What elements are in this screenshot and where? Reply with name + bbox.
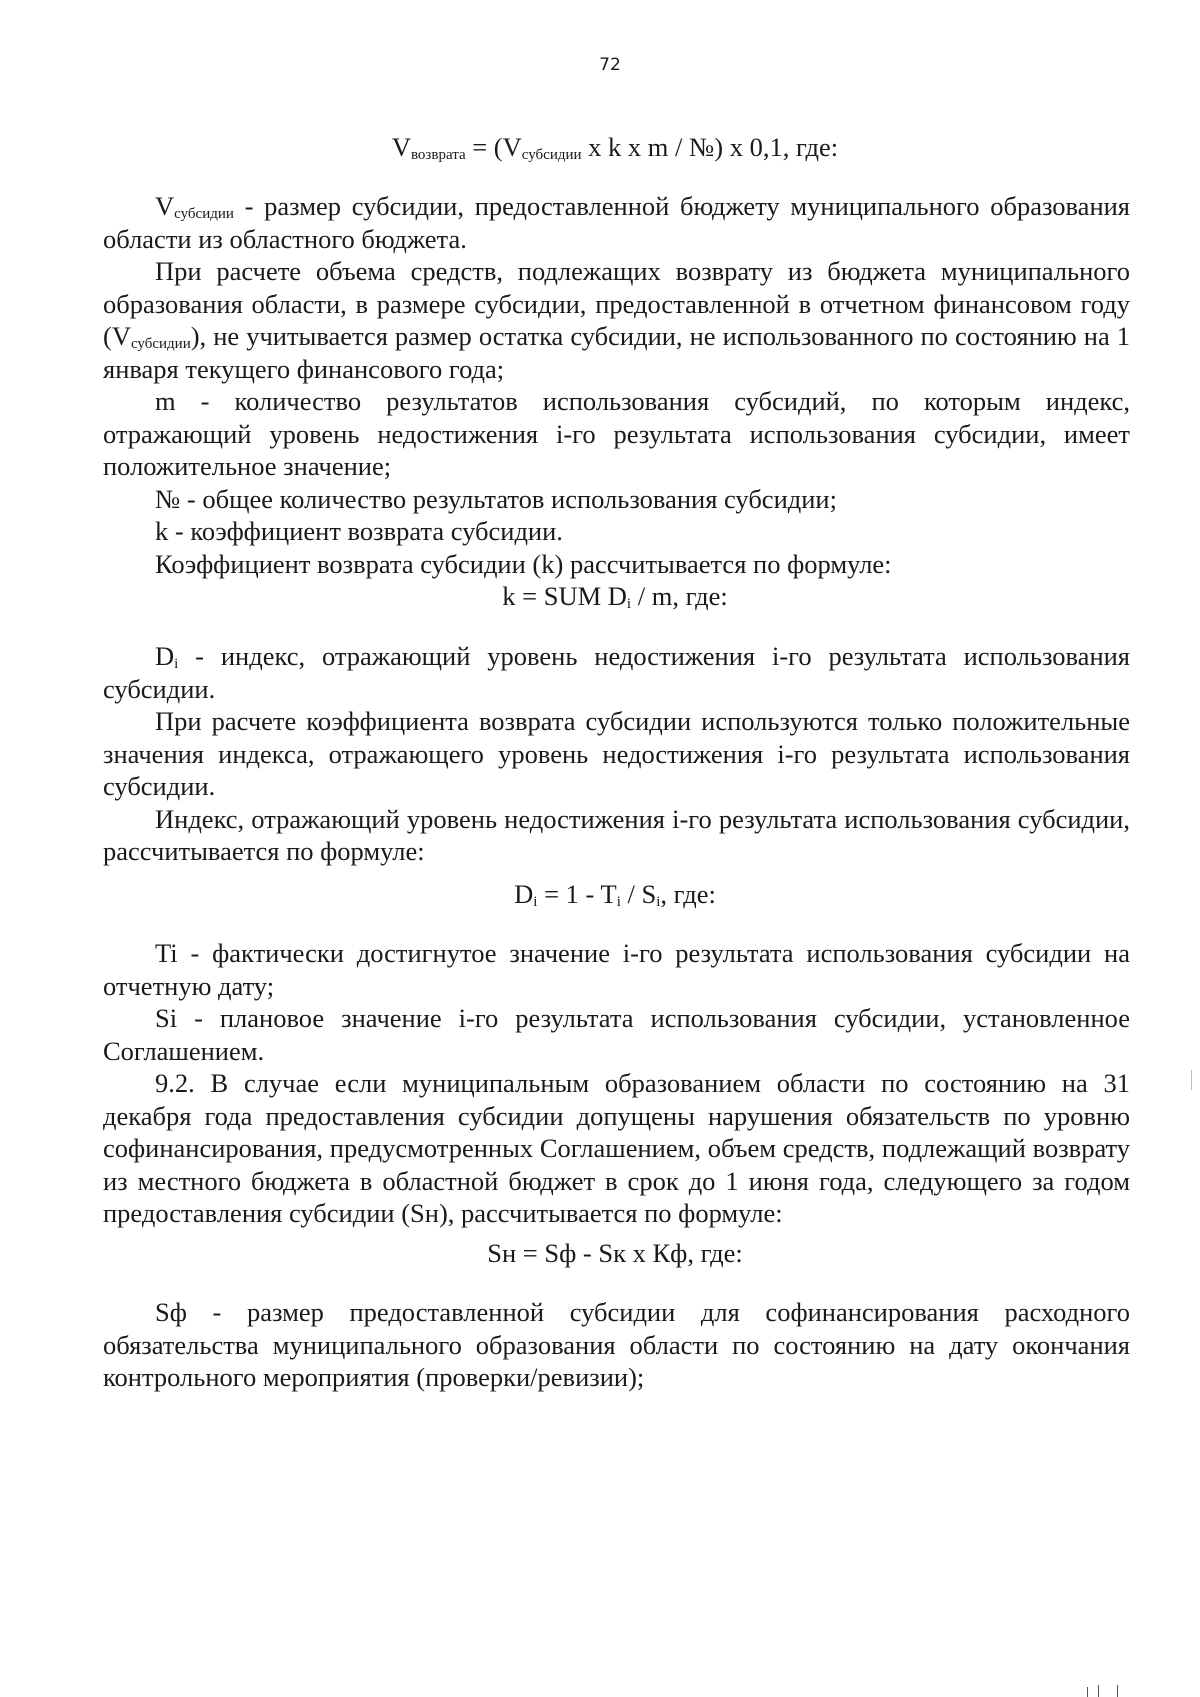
sf-definition: Sф - размер предоставленной субсидии для софинансирования расходного обязательства муниципального образования области по состоянию на дату окончания контрольного мероприятия (проверки/ревизии); [103,1297,1130,1392]
v-symbol: V [155,191,175,221]
si-definition: Si - плановое значение i-го результата использования субсидии, установленное Соглашением. [103,1003,1130,1066]
calc-note-subscript: субсидии [130,336,191,352]
formula-di-s-subscript: i [656,894,661,910]
formula-v-subscript: возврата [410,147,466,163]
formula-di-mid: = 1 - T [537,879,617,909]
calc-note-paragraph [103,255,1130,385]
di-symbol: D [155,641,175,671]
index-formula-intro: Индекс, отражающий уровень недостижения i-го результата использования субсидии, рассчитывается по формуле: [103,803,1130,866]
k-definition: k - коэффициент возврата субсидии. [155,516,563,546]
di-subscript: i [174,656,179,672]
scan-edge-mark [1098,1685,1118,1697]
formula-di-t-subscript: i [616,894,621,910]
formula-v2-subscript: субсидии [521,147,582,163]
definitions-block-3 [103,937,1130,1230]
calc-note-before: При расчете объема средств, подлежащих возврату из бюджета муниципального образования области, в размере субсидии, предоставленной в отчетном финансовом году (V [103,256,1130,351]
formula-sn: Sн = Sф - Sк х Кф, где: [487,1238,743,1268]
n-definition: № - общее количество результатов использования субсидии; [155,483,837,514]
di-text: - индекс, отражающий уровень недостижения i-го результата использования субсидии. [103,641,1130,704]
formula-k [0,580,1200,612]
formula-k-after: / m, где: [631,581,728,611]
clause-9-2: 9.2. В случае если муниципальным образованием области по состоянию на 31 декабря года предоставления субсидии допущены нарушения обязательств по уровню софинансирования, предусмотренных Соглашением, объем средств, подлежащий возврату из местного бюджета в областной бюджет в срок до 1 июня года, следующего за годом предоставления субсидии (Sн), рассчитывается по формуле: [103,1068,1130,1228]
di-definition [103,640,1130,705]
definitions-block-2 [103,640,1130,868]
m-definition: m - количество результатов использования субсидий, по которым индекс, отражающий уровень недостижения i-го результата использования субсидии, имеет положительное значение; [103,386,1130,481]
formula-rest: х k х m / №) х 0,1, где: [581,132,839,162]
v-subsidy-subscript: субсидии [174,206,234,222]
definitions-block-4 [103,1296,1130,1394]
formula-k-before: k = SUM D [502,581,627,611]
calc-note-after: ), не учитывается размер остатка субсидии, не использованного по состоянию на 1 января текущего финансового года; [103,321,1130,384]
ti-definition: Ti - фактически достигнутое значение i-го результата использования субсидии на отчетную дату; [103,938,1130,1001]
scan-margin-mark [1191,1070,1192,1090]
page-number: 72 [599,55,621,75]
definitions-block-1 [103,190,1130,580]
formula-k-subscript: i [626,596,632,612]
v-subsidy-definition [103,190,1130,255]
v-subsidy-text: - размер субсидии, предоставленной бюджету муниципального образования области из областного бюджета. [103,191,1130,254]
formula-v: V [391,132,411,162]
formula-di-after: , где: [660,879,716,909]
formula-di [0,878,1200,910]
formula-di-mid2: / S [620,879,657,909]
formula-mid: = (V [465,132,522,162]
formula-di-d: D [514,879,534,909]
formula-return-volume [0,131,1200,163]
positive-values-note: При расчете коэффициента возврата субсидии используются только положительные значения индекса, отражающего уровень недостижения i-го результата использования субсидии. [103,706,1130,801]
formula-di-d-subscript: i [533,894,538,910]
k-formula-intro: Коэффициент возврата субсидии (k) рассчитывается по формуле: [155,548,892,579]
